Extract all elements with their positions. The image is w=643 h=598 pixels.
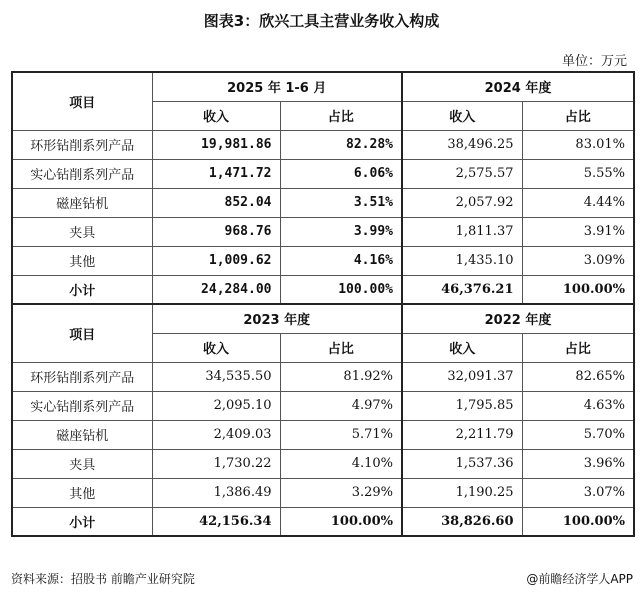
col-item-header: 项目 — [12, 72, 152, 130]
share-cell: 83.01% — [522, 130, 634, 159]
col-item-header: 项目 — [12, 304, 152, 362]
total-row — [12, 275, 634, 304]
revenue-cell: 1,730.22 — [152, 449, 280, 478]
table-row — [12, 130, 634, 159]
col-revenue-header: 收入 — [152, 101, 280, 130]
table-row — [12, 188, 634, 217]
share-cell: 3.51% — [280, 188, 402, 217]
col-share-header: 占比 — [522, 333, 634, 362]
header-row — [12, 72, 634, 101]
table-row — [12, 362, 634, 391]
col-share-header: 占比 — [522, 101, 634, 130]
revenue-cell: 1,811.37 — [402, 217, 522, 246]
table-title: 图表3：欣兴工具主营业务收入构成 — [203, 12, 440, 30]
row-name: 环形钻削系列产品 — [12, 362, 152, 391]
total-revenue-cell: 24,284.00 — [152, 275, 280, 304]
revenue-cell: 32,091.37 — [402, 362, 522, 391]
row-name: 环形钻削系列产品 — [12, 130, 152, 159]
share-cell: 3.07% — [522, 478, 634, 507]
row-name: 实心钻削系列产品 — [12, 159, 152, 188]
brand-label: @前瞻经济学人APP — [526, 572, 633, 586]
total-label: 小计 — [12, 507, 152, 536]
period-header: 2025 年 1-6 月 — [152, 72, 402, 101]
row-name: 夹具 — [12, 217, 152, 246]
total-share-cell: 100.00% — [522, 275, 634, 304]
total-revenue-cell: 38,826.60 — [402, 507, 522, 536]
total-revenue-cell: 42,156.34 — [152, 507, 280, 536]
share-cell: 3.96% — [522, 449, 634, 478]
share-cell: 5.55% — [522, 159, 634, 188]
period-header: 2024 年度 — [402, 72, 634, 101]
revenue-table — [11, 71, 635, 537]
col-share-header: 占比 — [280, 101, 402, 130]
unit-label: 单位：万元 — [561, 54, 627, 69]
revenue-cell: 1,795.85 — [402, 391, 522, 420]
table-row — [12, 391, 634, 420]
row-name: 磁座钻机 — [12, 420, 152, 449]
share-cell: 3.09% — [522, 246, 634, 275]
table-row — [12, 159, 634, 188]
period-header: 2023 年度 — [152, 304, 402, 333]
total-revenue-cell: 46,376.21 — [402, 275, 522, 304]
revenue-cell: 2,575.57 — [402, 159, 522, 188]
col-revenue-header: 收入 — [402, 333, 522, 362]
col-revenue-header: 收入 — [402, 101, 522, 130]
revenue-cell: 2,211.79 — [402, 420, 522, 449]
share-cell: 4.10% — [280, 449, 402, 478]
share-cell: 5.70% — [522, 420, 634, 449]
revenue-cell: 2,409.03 — [152, 420, 280, 449]
revenue-cell: 38,496.25 — [402, 130, 522, 159]
table-row — [12, 420, 634, 449]
share-cell: 6.06% — [280, 159, 402, 188]
table-row — [12, 246, 634, 275]
share-cell: 81.92% — [280, 362, 402, 391]
total-label: 小计 — [12, 275, 152, 304]
header-row — [12, 304, 634, 333]
share-cell: 4.16% — [280, 246, 402, 275]
row-name: 实心钻削系列产品 — [12, 391, 152, 420]
total-row — [12, 507, 634, 536]
revenue-cell: 852.04 — [152, 188, 280, 217]
revenue-cell: 2,095.10 — [152, 391, 280, 420]
share-cell: 3.99% — [280, 217, 402, 246]
row-name: 夹具 — [12, 449, 152, 478]
row-name: 其他 — [12, 246, 152, 275]
revenue-cell: 1,190.25 — [402, 478, 522, 507]
source-note: 资料来源：招股书 前瞻产业研究院 — [11, 572, 195, 586]
share-cell: 3.29% — [280, 478, 402, 507]
revenue-cell: 2,057.92 — [402, 188, 522, 217]
share-cell: 4.63% — [522, 391, 634, 420]
table-row — [12, 217, 634, 246]
revenue-cell: 19,981.86 — [152, 130, 280, 159]
table-row — [12, 449, 634, 478]
row-name: 其他 — [12, 478, 152, 507]
share-cell: 82.65% — [522, 362, 634, 391]
revenue-cell: 1,471.72 — [152, 159, 280, 188]
table-row — [12, 478, 634, 507]
share-cell: 5.71% — [280, 420, 402, 449]
share-cell: 4.44% — [522, 188, 634, 217]
period-header: 2022 年度 — [402, 304, 634, 333]
revenue-cell: 1,537.36 — [402, 449, 522, 478]
share-cell: 3.91% — [522, 217, 634, 246]
share-cell: 82.28% — [280, 130, 402, 159]
total-share-cell: 100.00% — [280, 507, 402, 536]
col-revenue-header: 收入 — [152, 333, 280, 362]
revenue-cell: 1,009.62 — [152, 246, 280, 275]
col-share-header: 占比 — [280, 333, 402, 362]
total-share-cell: 100.00% — [522, 507, 634, 536]
revenue-cell: 1,435.10 — [402, 246, 522, 275]
revenue-cell: 34,535.50 — [152, 362, 280, 391]
revenue-cell: 1,386.49 — [152, 478, 280, 507]
revenue-cell: 968.76 — [152, 217, 280, 246]
total-share-cell: 100.00% — [280, 275, 402, 304]
share-cell: 4.97% — [280, 391, 402, 420]
row-name: 磁座钻机 — [12, 188, 152, 217]
